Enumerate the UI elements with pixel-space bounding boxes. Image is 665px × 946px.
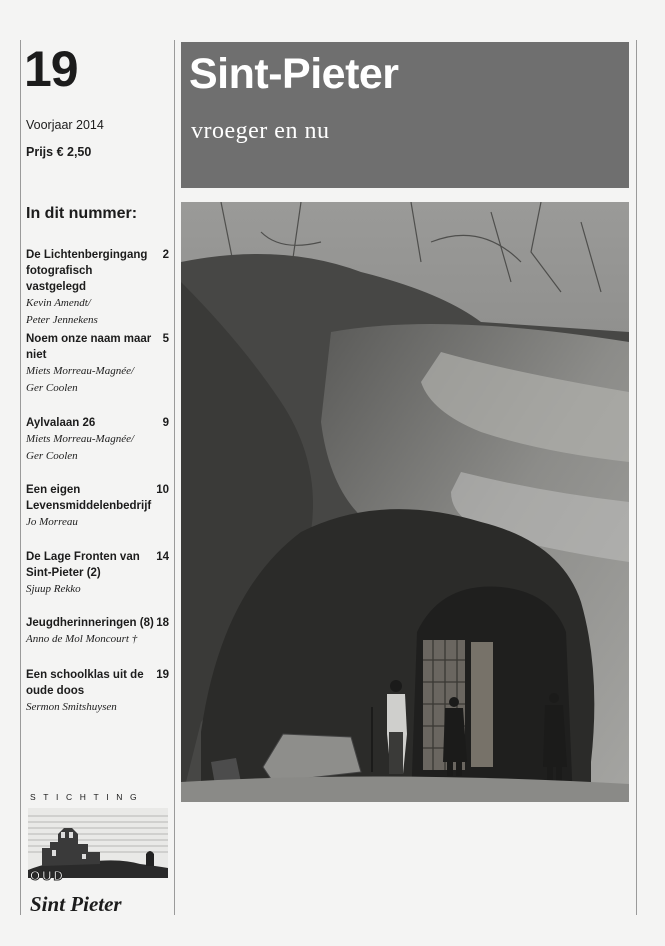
issue-season: Voorjaar 2014: [26, 118, 104, 132]
toc-entry[interactable]: [26, 331, 171, 397]
toc-entry[interactable]: [26, 667, 171, 716]
toc-entry[interactable]: [26, 247, 171, 329]
toc-entry-page: 5: [162, 333, 169, 345]
toc-entry-page: 14: [156, 551, 169, 563]
toc-entry-author: Anno de Mol Moncourt †: [26, 633, 138, 645]
right-border-line: [636, 40, 637, 915]
toc-entry-author: Sjuup Rekko: [26, 583, 81, 595]
toc-entry-title: De Lichtenbergingang fotografisch vastgelegd: [26, 249, 148, 293]
toc-heading: In dit nummer:: [26, 205, 138, 222]
toc-entry-author: Ger Coolen: [26, 382, 78, 394]
toc-entry-title: De Lage Fronten van Sint-Pieter (2): [26, 551, 140, 579]
cover-photo-cave-entrance: [181, 202, 629, 802]
issue-price: Prijs € 2,50: [26, 145, 92, 159]
toc-entry[interactable]: [26, 549, 171, 598]
toc-entry-author: Sermon Smitshuysen: [26, 701, 117, 713]
toc-entry[interactable]: [26, 415, 171, 465]
toc-entry-page: 9: [162, 417, 169, 429]
toc-entry-title: Jeugdherinneringen (8): [26, 617, 154, 629]
toc-entry-author: Ger Coolen: [26, 450, 78, 462]
masthead-title: Sint-Pieter: [189, 50, 399, 98]
toc-entry-title: Een schoolklas uit de oude doos: [26, 669, 144, 697]
toc-entry-page: 18: [156, 617, 169, 629]
left-border-line: [20, 40, 21, 915]
masthead-banner: [181, 42, 629, 188]
toc-entry-title: Noem onze naam maar niet: [26, 333, 152, 361]
toc-entry-page: 19: [156, 669, 169, 681]
toc-entry-author: Miets Morreau-Magnée/: [26, 433, 135, 445]
toc-entry-author: Peter Jennekens: [26, 314, 98, 326]
toc-entry-author: Miets Morreau-Magnée/: [26, 365, 135, 377]
column-divider-line: [174, 40, 175, 915]
toc-entry-page: 2: [162, 249, 169, 261]
publisher-label-middle: OUD: [30, 868, 65, 883]
toc-entry-title: Een eigen Levensmiddelenbedrijf: [26, 484, 152, 512]
toc-entry[interactable]: [26, 482, 171, 531]
toc-entry-page: 10: [156, 484, 169, 496]
toc-entry-author: Kevin Amendt/: [26, 297, 91, 309]
publisher-label-top: STICHTING: [30, 792, 145, 802]
issue-number: 19: [24, 41, 78, 97]
toc-entry[interactable]: [26, 615, 171, 648]
publisher-name: Sint Pieter: [30, 892, 122, 916]
masthead-subtitle: vroeger en nu: [191, 118, 330, 144]
toc-entry-author: Jo Morreau: [26, 516, 78, 528]
toc-entry-title: Aylvalaan 26: [26, 417, 96, 429]
